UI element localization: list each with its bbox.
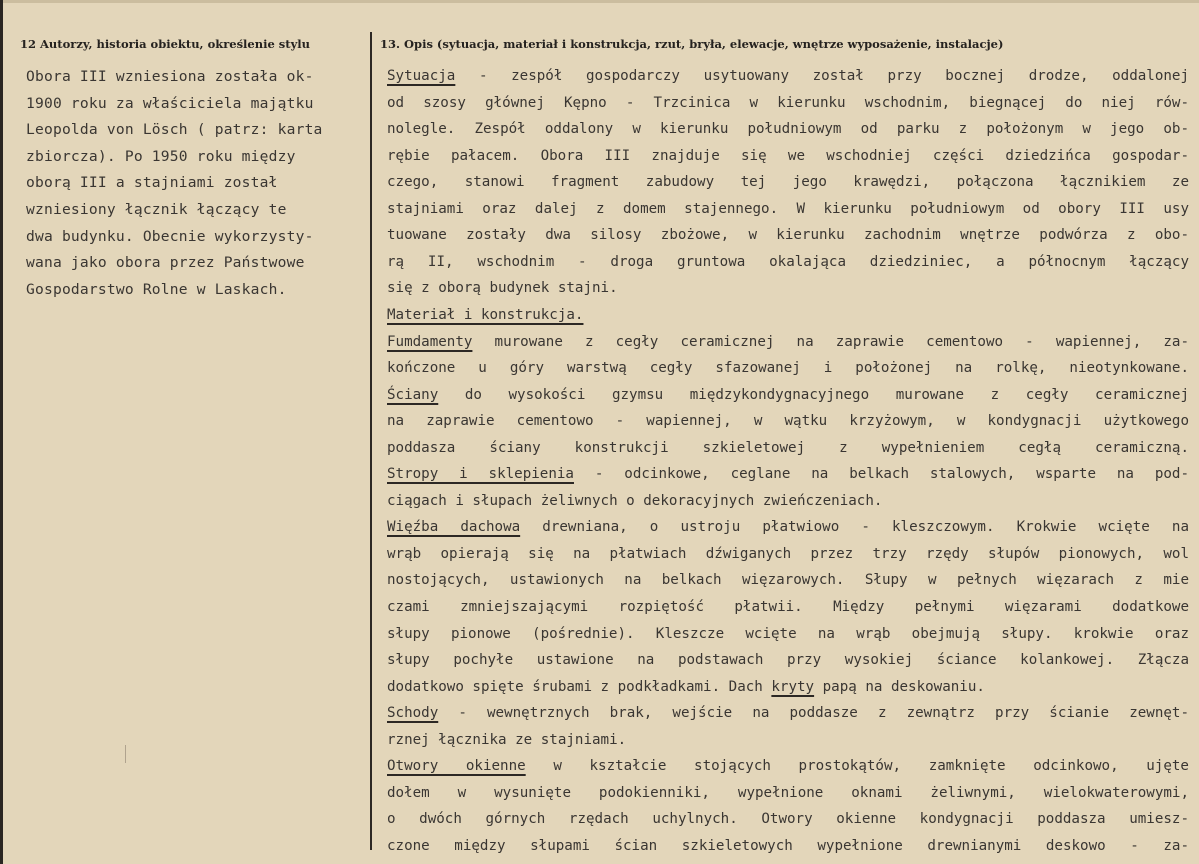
- description-text-line: [387, 838, 1189, 854]
- description-text: murowane z cegły ceramicznej na zaprawie cementowo - wapiennej, za-: [472, 333, 1189, 350]
- paper-mark: [125, 745, 126, 763]
- description-text: nolegle. Zespół oddalony w kierunku południowym od parku z położonym w jego ob-: [387, 121, 1189, 138]
- history-text-line: oborą III a stajniami został: [26, 174, 278, 192]
- description-text: rębie pałacem. Obora III znajduje się we wschodniej części dziedzińca gospodar-: [387, 147, 1189, 164]
- history-text-line: Gospodarstwo Rolne w Laskach.: [26, 280, 287, 298]
- description-text-line: [387, 811, 1189, 827]
- description-text-line: [387, 679, 1189, 695]
- description-text: się z oborą budynek stajni.: [387, 280, 618, 297]
- description-text: czami zmniejszającymi rozpiętość płatwii. Między pełnymi więzarami dodatkowe: [387, 599, 1189, 615]
- description-text-line: [387, 227, 1189, 243]
- section-heading: Stropy i sklepienia: [387, 466, 574, 483]
- description-text: - wewnętrznych brak, wejście na poddasze z zewnątrz przy ścianie zewnęt-: [438, 705, 1189, 722]
- description-text-line: [387, 280, 1189, 296]
- history-text-line: 1900 roku za właściciela majątku: [26, 94, 314, 112]
- section-heading: Otwory okienne: [387, 758, 526, 775]
- description-text: poddasza ściany konstrukcji szkieletowej z wypełnieniem cegłą ceramiczną.: [387, 439, 1189, 456]
- field-12-header: 12 Autorzy, historia obiektu, określenie stylu: [20, 37, 310, 51]
- history-text-line: Leopolda von Lösch ( patrz: karta: [26, 121, 323, 139]
- description-text: rą II, wschodnim - droga gruntowa okalająca dziedziniec, a północnym łączący: [387, 253, 1189, 270]
- description-text: dołem w wysunięte podokienniki, wypełnione oknami żeliwnymi, wielokwaterowymi,: [387, 784, 1189, 801]
- description-text: do wysokości gzymsu międzykondygnacyjnego murowane z cegły ceramicznej: [438, 386, 1189, 403]
- description-text: czego, stanowi fragment zabudowy tej jego krawędzi, połączona łącznikiem ze: [387, 174, 1189, 191]
- description-text: stajniami oraz dalej z domem stajennego. W kierunku południowym od obory III usy: [387, 200, 1189, 217]
- description-text-line: [387, 387, 1189, 403]
- inline-heading: kryty: [771, 678, 815, 695]
- description-text-line: [387, 307, 1189, 323]
- description-text-line: [387, 599, 1189, 615]
- column-divider: [370, 32, 372, 850]
- description-text: dodatkowo spięte śrubami z podkładkami. Dach: [387, 678, 772, 695]
- description-text-line: [387, 493, 1189, 509]
- description-text-line: [387, 732, 1189, 748]
- description-text: tuowane zostały dwa silosy zbożowe, w kierunku zachodnim wnętrze podwórza z obo-: [387, 227, 1189, 244]
- description-text-line: [387, 546, 1189, 562]
- description-text-line: [387, 758, 1189, 774]
- history-text-line: wana jako obora przez Państwowe: [26, 254, 305, 272]
- description-text: wrąb opierają się na płatwiach dźwiganych przez trzy rzędy słupów pionowych, wol: [387, 545, 1189, 562]
- history-text-line: dwa budynku. Obecnie wykorzysty-: [26, 227, 314, 245]
- history-text-line: zbiorcza). Po 1950 roku między: [26, 147, 296, 165]
- history-text-line: Obora III wzniesiona została ok-: [26, 68, 314, 85]
- description-text-line: [387, 626, 1189, 642]
- description-text: drewniana, o ustroju płatwiowo - kleszczowym. Krokwie wcięte na: [520, 519, 1189, 536]
- description-text: słupy pochyłe ustawione na podstawach przy wysokiej ściance kolankowej. Złącza: [387, 652, 1189, 669]
- description-text-line: [387, 519, 1189, 535]
- description-text-line: [387, 254, 1189, 270]
- description-text: słupy pionowe (pośrednie). Kleszcze wcięte na wrąb obejmują słupy. krokwie oraz: [387, 625, 1189, 642]
- description-text: na zaprawie cementowo - wapiennej, w wątku krzyżowym, w kondygnacji użytkowego: [387, 413, 1189, 430]
- description-text-line: [387, 785, 1189, 801]
- description-text-line: [387, 652, 1189, 668]
- description-text: rznej łącznika ze stajniami.: [387, 731, 627, 748]
- section-heading: Ściany: [387, 386, 439, 403]
- section-heading: Schody: [387, 705, 439, 722]
- description-text: nostojących, ustawionych na belkach więzarowych. Słupy w pełnych więzarach z mie: [387, 572, 1189, 589]
- section-heading: Materiał i konstrukcja.: [387, 306, 584, 323]
- section-heading: Fumdamenty: [387, 333, 473, 350]
- description-text-line: [387, 174, 1189, 190]
- description-text: o dwóch górnych rzędach uchylnych. Otwory okienne kondygnacji poddasza umiesz-: [387, 811, 1189, 828]
- description-text-line: [387, 413, 1189, 429]
- description-text: - zespół gospodarczy usytuowany został przy bocznej drodze, oddalonej: [455, 68, 1189, 84]
- description-text-line: [387, 440, 1189, 456]
- description-text-line: [387, 705, 1189, 721]
- field-13-header: 13. Opis (sytuacja, materiał i konstrukcja, rzut, bryła, elewacje, wnętrze wyposażenie, instalacje): [380, 37, 1004, 51]
- description-text-line: [387, 95, 1189, 111]
- card-top-edge: [3, 0, 1199, 3]
- description-text-line: [387, 360, 1189, 376]
- description-text-line: [387, 148, 1189, 164]
- description-text-line: [387, 334, 1189, 350]
- description-text: czone między słupami ścian szkieletowych wypełnione drewnianymi deskowo - za-: [387, 837, 1189, 854]
- description-text-line: [387, 121, 1189, 137]
- description-text: papą na deskowaniu.: [814, 678, 985, 695]
- description-text-line: [387, 572, 1189, 588]
- description-text: w kształcie stojących prostokątów, zamknięte odcinkowo, ujęte: [525, 758, 1189, 775]
- section-heading: Sytuacja: [387, 68, 456, 84]
- description-text: ciągach i słupach żeliwnych o dekoracyjnych zwieńczeniach.: [387, 492, 883, 509]
- description-text: kończone u góry warstwą cegły sfazowanej i położonej na rolkę, nieotynkowane.: [387, 360, 1189, 377]
- description-text-line: [387, 466, 1189, 482]
- description-text-line: [387, 68, 1189, 84]
- description-text: od szosy głównej Kępno - Trzcinica w kierunku wschodnim, biegnącej do niej rów-: [387, 94, 1189, 111]
- history-text-line: wzniesiony łącznik łączący te: [26, 201, 287, 218]
- description-text: - odcinkowe, ceglane na belkach stalowych, wsparte na pod-: [573, 466, 1189, 483]
- section-heading: Więźba dachowa: [387, 519, 521, 536]
- description-text-line: [387, 201, 1189, 217]
